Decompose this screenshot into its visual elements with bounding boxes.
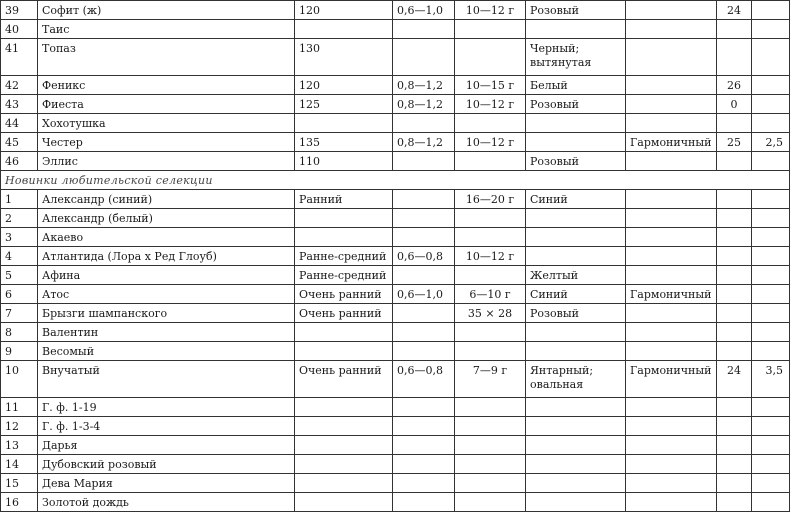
berry-color-cell bbox=[526, 114, 626, 133]
ripening-period-cell bbox=[295, 398, 393, 417]
acidity-cell bbox=[752, 455, 790, 474]
cluster-weight-cell bbox=[393, 20, 455, 39]
variety-name-cell: Дубовский розовый bbox=[38, 455, 295, 474]
cluster-weight-cell: 0,8—1,2 bbox=[393, 76, 455, 95]
sugar-cell bbox=[717, 398, 752, 417]
sugar-cell bbox=[717, 323, 752, 342]
row-number-cell: 9 bbox=[1, 342, 38, 361]
cluster-weight-cell bbox=[393, 342, 455, 361]
variety-name-cell: Топаз bbox=[38, 39, 295, 76]
taste-cell bbox=[626, 76, 717, 95]
cluster-weight-cell bbox=[393, 436, 455, 455]
variety-name-cell: Честер bbox=[38, 133, 295, 152]
ripening-period-cell bbox=[295, 455, 393, 474]
ripening-period-cell: Очень ранний bbox=[295, 361, 393, 398]
sugar-cell bbox=[717, 114, 752, 133]
cluster-weight-cell bbox=[393, 398, 455, 417]
sugar-cell bbox=[717, 455, 752, 474]
sugar-cell: 25 bbox=[717, 133, 752, 152]
berry-color-cell bbox=[526, 133, 626, 152]
taste-cell bbox=[626, 152, 717, 171]
variety-name-cell: Золотой дождь bbox=[38, 493, 295, 512]
acidity-cell bbox=[752, 152, 790, 171]
taste-cell bbox=[626, 114, 717, 133]
cluster-weight-cell bbox=[393, 493, 455, 512]
variety-name-cell: Феникс bbox=[38, 76, 295, 95]
variety-name-cell: Г. ф. 1-19 bbox=[38, 398, 295, 417]
variety-name-cell: Александр (белый) bbox=[38, 209, 295, 228]
berry-weight-cell bbox=[455, 342, 526, 361]
table-row bbox=[1, 152, 790, 171]
table-row bbox=[1, 1, 790, 20]
sugar-cell bbox=[717, 190, 752, 209]
taste-cell bbox=[626, 1, 717, 20]
berry-weight-cell bbox=[455, 474, 526, 493]
cluster-weight-cell bbox=[393, 474, 455, 493]
row-number-cell: 1 bbox=[1, 190, 38, 209]
sugar-cell bbox=[717, 266, 752, 285]
taste-cell bbox=[626, 455, 717, 474]
variety-name-cell: Эллис bbox=[38, 152, 295, 171]
ripening-period-cell: Очень ранний bbox=[295, 304, 393, 323]
row-number-cell: 15 bbox=[1, 474, 38, 493]
berry-weight-cell bbox=[455, 417, 526, 436]
berry-color-cell: Янтарный; овальная bbox=[526, 361, 626, 398]
sugar-cell: 0 bbox=[717, 95, 752, 114]
berry-color-cell: Розовый bbox=[526, 1, 626, 20]
cluster-weight-cell bbox=[393, 455, 455, 474]
taste-cell bbox=[626, 95, 717, 114]
variety-name-cell: Акаево bbox=[38, 228, 295, 247]
berry-color-cell bbox=[526, 417, 626, 436]
berry-color-cell: Желтый bbox=[526, 266, 626, 285]
acidity-cell bbox=[752, 474, 790, 493]
berry-weight-cell: 16—20 г bbox=[455, 190, 526, 209]
taste-cell bbox=[626, 474, 717, 493]
sugar-cell bbox=[717, 342, 752, 361]
cluster-weight-cell: 0,8—1,2 bbox=[393, 133, 455, 152]
table-row bbox=[1, 323, 790, 342]
table-row bbox=[1, 133, 790, 152]
berry-color-cell bbox=[526, 455, 626, 474]
table-row bbox=[1, 342, 790, 361]
table-row bbox=[1, 493, 790, 512]
berry-weight-cell bbox=[455, 228, 526, 247]
table-row bbox=[1, 39, 790, 76]
berry-weight-cell: 10—12 г bbox=[455, 95, 526, 114]
berry-weight-cell bbox=[455, 152, 526, 171]
acidity-cell bbox=[752, 114, 790, 133]
variety-name-cell: Софит (ж) bbox=[38, 1, 295, 20]
berry-color-cell bbox=[526, 20, 626, 39]
berry-color-cell bbox=[526, 493, 626, 512]
berry-weight-cell bbox=[455, 39, 526, 76]
ripening-period-cell: 120 bbox=[295, 76, 393, 95]
berry-weight-cell: 10—15 г bbox=[455, 76, 526, 95]
taste-cell bbox=[626, 190, 717, 209]
taste-cell bbox=[626, 266, 717, 285]
acidity-cell bbox=[752, 20, 790, 39]
taste-cell bbox=[626, 247, 717, 266]
berry-weight-cell: 10—12 г bbox=[455, 247, 526, 266]
sugar-cell bbox=[717, 20, 752, 39]
table-row bbox=[1, 76, 790, 95]
berry-weight-cell bbox=[455, 20, 526, 39]
row-number-cell: 2 bbox=[1, 209, 38, 228]
row-number-cell: 14 bbox=[1, 455, 38, 474]
sugar-cell bbox=[717, 304, 752, 323]
ripening-period-cell: 135 bbox=[295, 133, 393, 152]
acidity-cell bbox=[752, 95, 790, 114]
variety-name-cell: Атлантида (Лора х Ред Глоуб) bbox=[38, 247, 295, 266]
sugar-cell bbox=[717, 474, 752, 493]
ripening-period-cell: Ранний bbox=[295, 190, 393, 209]
acidity-cell bbox=[752, 39, 790, 76]
ripening-period-cell bbox=[295, 114, 393, 133]
taste-cell bbox=[626, 209, 717, 228]
sugar-cell bbox=[717, 152, 752, 171]
row-number-cell: 7 bbox=[1, 304, 38, 323]
taste-cell bbox=[626, 323, 717, 342]
acidity-cell bbox=[752, 76, 790, 95]
table-row bbox=[1, 247, 790, 266]
sugar-cell bbox=[717, 247, 752, 266]
berry-color-cell bbox=[526, 228, 626, 247]
row-number-cell: 3 bbox=[1, 228, 38, 247]
ripening-period-cell: Ранне-средний bbox=[295, 266, 393, 285]
table-row bbox=[1, 436, 790, 455]
sugar-cell bbox=[717, 39, 752, 76]
variety-name-cell: Атос bbox=[38, 285, 295, 304]
ripening-period-cell bbox=[295, 20, 393, 39]
ripening-period-cell bbox=[295, 209, 393, 228]
taste-cell bbox=[626, 398, 717, 417]
table-row bbox=[1, 417, 790, 436]
acidity-cell bbox=[752, 247, 790, 266]
table-row bbox=[1, 20, 790, 39]
acidity-cell bbox=[752, 323, 790, 342]
berry-color-cell bbox=[526, 474, 626, 493]
sugar-cell bbox=[717, 417, 752, 436]
acidity-cell bbox=[752, 342, 790, 361]
table-row bbox=[1, 209, 790, 228]
berry-color-cell: Розовый bbox=[526, 95, 626, 114]
cluster-weight-cell bbox=[393, 266, 455, 285]
table-row bbox=[1, 474, 790, 493]
berry-weight-cell: 7—9 г bbox=[455, 361, 526, 398]
cluster-weight-cell bbox=[393, 417, 455, 436]
acidity-cell: 3,5 bbox=[752, 361, 790, 398]
table-row bbox=[1, 285, 790, 304]
acidity-cell bbox=[752, 417, 790, 436]
table-row bbox=[1, 455, 790, 474]
ripening-period-cell: 125 bbox=[295, 95, 393, 114]
sugar-cell: 26 bbox=[717, 76, 752, 95]
cluster-weight-cell bbox=[393, 228, 455, 247]
cluster-weight-cell bbox=[393, 114, 455, 133]
berry-weight-cell: 10—12 г bbox=[455, 133, 526, 152]
table-row bbox=[1, 190, 790, 209]
taste-cell bbox=[626, 228, 717, 247]
section-row bbox=[1, 171, 790, 190]
row-number-cell: 44 bbox=[1, 114, 38, 133]
ripening-period-cell bbox=[295, 342, 393, 361]
cluster-weight-cell bbox=[393, 209, 455, 228]
berry-color-cell bbox=[526, 398, 626, 417]
row-number-cell: 41 bbox=[1, 39, 38, 76]
row-number-cell: 11 bbox=[1, 398, 38, 417]
variety-name-cell: Внучатый bbox=[38, 361, 295, 398]
taste-cell: Гармоничный bbox=[626, 361, 717, 398]
taste-cell bbox=[626, 39, 717, 76]
berry-color-cell: Розовый bbox=[526, 304, 626, 323]
variety-name-cell: Таис bbox=[38, 20, 295, 39]
sugar-cell bbox=[717, 493, 752, 512]
acidity-cell bbox=[752, 304, 790, 323]
berry-color-cell bbox=[526, 323, 626, 342]
berry-color-cell: Синий bbox=[526, 285, 626, 304]
row-number-cell: 13 bbox=[1, 436, 38, 455]
table-row bbox=[1, 228, 790, 247]
acidity-cell bbox=[752, 493, 790, 512]
row-number-cell: 10 bbox=[1, 361, 38, 398]
ripening-period-cell bbox=[295, 474, 393, 493]
ripening-period-cell: 110 bbox=[295, 152, 393, 171]
taste-cell: Гармоничный bbox=[626, 285, 717, 304]
cluster-weight-cell: 0,6—0,8 bbox=[393, 247, 455, 266]
acidity-cell bbox=[752, 190, 790, 209]
cluster-weight-cell bbox=[393, 304, 455, 323]
berry-weight-cell bbox=[455, 493, 526, 512]
cluster-weight-cell bbox=[393, 39, 455, 76]
berry-weight-cell bbox=[455, 209, 526, 228]
row-number-cell: 39 bbox=[1, 1, 38, 20]
table-row bbox=[1, 398, 790, 417]
row-number-cell: 46 bbox=[1, 152, 38, 171]
cluster-weight-cell: 0,8—1,2 bbox=[393, 95, 455, 114]
ripening-period-cell bbox=[295, 417, 393, 436]
sugar-cell bbox=[717, 436, 752, 455]
acidity-cell bbox=[752, 398, 790, 417]
table-row bbox=[1, 304, 790, 323]
sugar-cell bbox=[717, 228, 752, 247]
table-row bbox=[1, 361, 790, 398]
row-number-cell: 43 bbox=[1, 95, 38, 114]
acidity-cell bbox=[752, 266, 790, 285]
berry-weight-cell: 10—12 г bbox=[455, 1, 526, 20]
cluster-weight-cell: 0,6—1,0 bbox=[393, 1, 455, 20]
berry-weight-cell bbox=[455, 266, 526, 285]
berry-color-cell bbox=[526, 342, 626, 361]
taste-cell bbox=[626, 436, 717, 455]
berry-color-cell bbox=[526, 436, 626, 455]
taste-cell: Гармоничный bbox=[626, 133, 717, 152]
sugar-cell bbox=[717, 285, 752, 304]
acidity-cell bbox=[752, 285, 790, 304]
variety-name-cell: Хохотушка bbox=[38, 114, 295, 133]
berry-weight-cell: 35 × 28 bbox=[455, 304, 526, 323]
berry-weight-cell bbox=[455, 455, 526, 474]
taste-cell bbox=[626, 493, 717, 512]
sugar-cell: 24 bbox=[717, 361, 752, 398]
acidity-cell bbox=[752, 436, 790, 455]
row-number-cell: 42 bbox=[1, 76, 38, 95]
variety-name-cell: Фиеста bbox=[38, 95, 295, 114]
sugar-cell: 24 bbox=[717, 1, 752, 20]
variety-name-cell: Дарья bbox=[38, 436, 295, 455]
ripening-period-cell bbox=[295, 228, 393, 247]
section-title: Новинки любительской селекции bbox=[1, 171, 790, 190]
berry-weight-cell bbox=[455, 436, 526, 455]
table-body bbox=[1, 1, 790, 512]
row-number-cell: 16 bbox=[1, 493, 38, 512]
berry-color-cell bbox=[526, 247, 626, 266]
taste-cell bbox=[626, 20, 717, 39]
ripening-period-cell: 130 bbox=[295, 39, 393, 76]
cluster-weight-cell bbox=[393, 152, 455, 171]
variety-name-cell: Александр (синий) bbox=[38, 190, 295, 209]
cluster-weight-cell bbox=[393, 190, 455, 209]
taste-cell bbox=[626, 342, 717, 361]
variety-name-cell: Дева Мария bbox=[38, 474, 295, 493]
cluster-weight-cell: 0,6—0,8 bbox=[393, 361, 455, 398]
ripening-period-cell: 120 bbox=[295, 1, 393, 20]
acidity-cell bbox=[752, 1, 790, 20]
variety-name-cell: Валентин bbox=[38, 323, 295, 342]
table-row bbox=[1, 266, 790, 285]
taste-cell bbox=[626, 417, 717, 436]
berry-weight-cell bbox=[455, 114, 526, 133]
ripening-period-cell bbox=[295, 323, 393, 342]
taste-cell bbox=[626, 304, 717, 323]
variety-name-cell: Весомый bbox=[38, 342, 295, 361]
berry-weight-cell bbox=[455, 323, 526, 342]
ripening-period-cell: Очень ранний bbox=[295, 285, 393, 304]
row-number-cell: 6 bbox=[1, 285, 38, 304]
row-number-cell: 45 bbox=[1, 133, 38, 152]
row-number-cell: 40 bbox=[1, 20, 38, 39]
variety-name-cell: Афина bbox=[38, 266, 295, 285]
acidity-cell bbox=[752, 209, 790, 228]
berry-color-cell: Синий bbox=[526, 190, 626, 209]
table-row bbox=[1, 95, 790, 114]
variety-name-cell: Г. ф. 1-3-4 bbox=[38, 417, 295, 436]
row-number-cell: 5 bbox=[1, 266, 38, 285]
berry-color-cell bbox=[526, 209, 626, 228]
cluster-weight-cell: 0,6—1,0 bbox=[393, 285, 455, 304]
berry-weight-cell: 6—10 г bbox=[455, 285, 526, 304]
ripening-period-cell: Ранне-средний bbox=[295, 247, 393, 266]
acidity-cell: 2,5 bbox=[752, 133, 790, 152]
table-row bbox=[1, 114, 790, 133]
cluster-weight-cell bbox=[393, 323, 455, 342]
sugar-cell bbox=[717, 209, 752, 228]
acidity-cell bbox=[752, 228, 790, 247]
berry-color-cell: Белый bbox=[526, 76, 626, 95]
variety-name-cell: Брызги шампанского bbox=[38, 304, 295, 323]
berry-color-cell: Розовый bbox=[526, 152, 626, 171]
berry-color-cell: Черный; вытянутая bbox=[526, 39, 626, 76]
berry-weight-cell bbox=[455, 398, 526, 417]
ripening-period-cell bbox=[295, 436, 393, 455]
row-number-cell: 8 bbox=[1, 323, 38, 342]
row-number-cell: 4 bbox=[1, 247, 38, 266]
row-number-cell: 12 bbox=[1, 417, 38, 436]
ripening-period-cell bbox=[295, 493, 393, 512]
